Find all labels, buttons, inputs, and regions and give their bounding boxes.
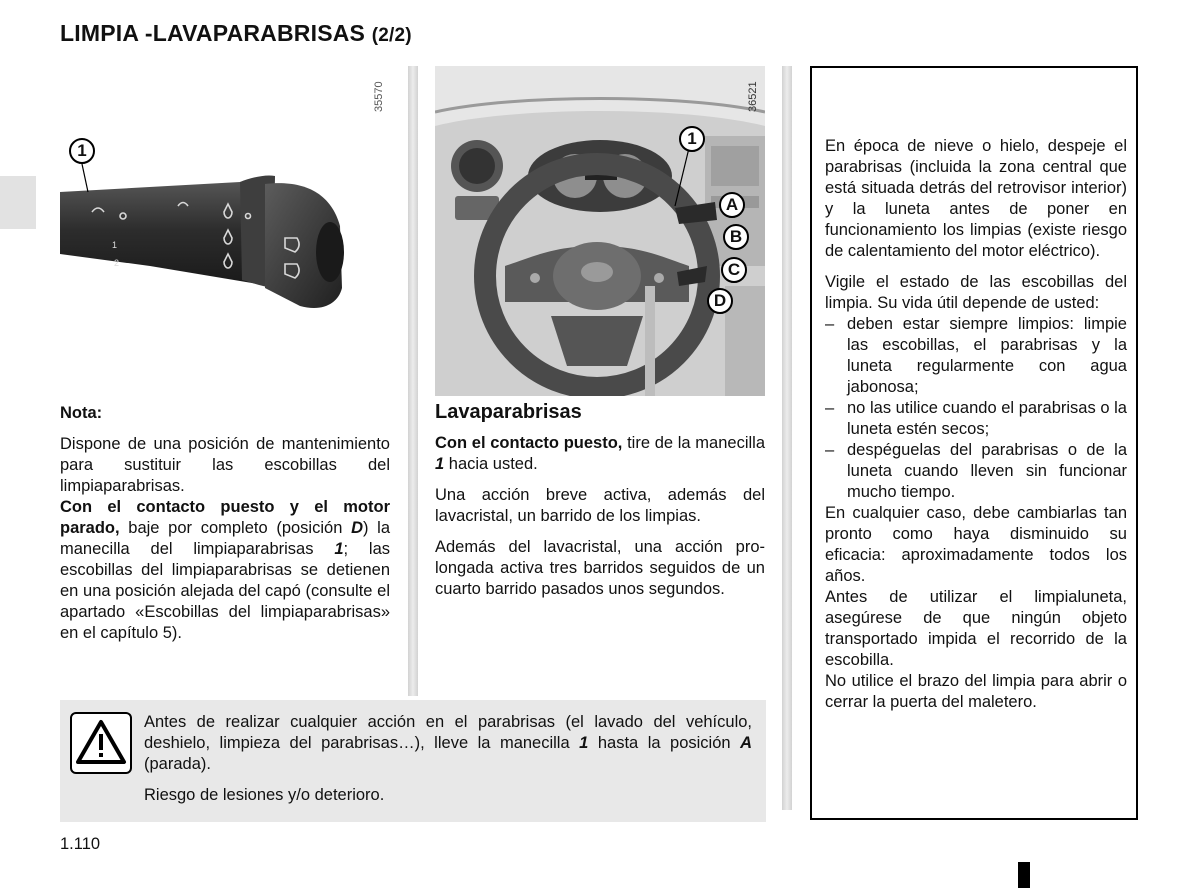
list-item: – no las utilice cuando el parabrisas o la luneta estén secos; <box>825 399 1127 438</box>
page-number: 1.110 <box>60 835 101 853</box>
list-item: – despéguelas del parabrisas o de la luneta cuando lleven sin funcionar mucho tiempo. <box>825 441 1127 501</box>
info-box-content <box>825 136 1127 713</box>
note-heading: Nota: <box>60 404 103 422</box>
info-rear-wiper: Antes de utilizar el limpialuneta, asegúrese de que ningún objeto transportado impida el recorrido de la escobilla. <box>825 588 1127 669</box>
column-divider-left <box>408 66 418 696</box>
callout-d: D <box>707 288 733 314</box>
blade-care-list <box>825 314 1127 503</box>
washer-short-action: Una acción breve activa, además del lavacristal, un barrido de los limpias. <box>435 486 765 525</box>
title-text: LIMPIA -LAVAPARABRISAS <box>60 20 366 46</box>
svg-text:2: 2 <box>114 258 120 268</box>
info-tailgate: No utilice el brazo del limpia para abrir o cerrar la puerta del maletero. <box>825 672 1127 711</box>
list-item: – deben estar siempre limpios: limpie las escobillas, el parabrisas y la luneta regularmente con agua jabonosa; <box>825 315 1127 396</box>
dashboard-illustration <box>435 66 765 396</box>
warning-text <box>144 712 752 806</box>
figure-ref-number: 35570 <box>373 81 385 112</box>
wiper-lever-illustration <box>60 66 390 396</box>
info-snow-ice: En época de nieve o hielo, despeje el parabrisas (incluida la zona central que está situada detrás del retrovisor interior) y la luneta antes de poner en funcionamiento los limpias (existe riesgo de calentamiento del motor eléctrico). <box>825 137 1127 260</box>
middle-column-text <box>435 402 765 600</box>
note-text: Dispone de una posición de mantenimiento para sustituir las escobillas del limpiaparabrisas. <box>60 435 390 495</box>
figure-ref-number-middle: 36521 <box>747 81 759 112</box>
callout-b: B <box>723 224 749 250</box>
info-box <box>810 66 1138 820</box>
page-edge-marker <box>1018 862 1030 888</box>
column-divider-right <box>782 66 792 810</box>
warning-risk: Riesgo de lesiones y/o deterioro. <box>144 786 385 804</box>
callout-c: C <box>721 257 747 283</box>
washer-long-action: Además del lavacristal, una acción prolongada activa tres barridos seguidos de un cuarto barrido pasados unos segundos. <box>435 538 765 598</box>
dashboard-figure <box>435 66 765 396</box>
left-column-text <box>60 403 390 644</box>
section-tab-marker <box>0 176 36 229</box>
section-heading-lavaparabrisas: Lavaparabrisas <box>435 401 582 423</box>
callout-1-left: 1 <box>69 138 95 164</box>
warning-box <box>60 700 766 822</box>
svg-text:1: 1 <box>112 240 118 250</box>
callout-a: A <box>719 192 745 218</box>
page-title <box>60 20 412 47</box>
wiper-lever-figure <box>60 66 390 396</box>
info-blade-condition: Vigile el estado de las escobillas del limpia. Su vida útil depende de usted: <box>825 273 1127 312</box>
washer-instruction: Con el contacto puesto, tire de la manecilla 1 hacia usted. <box>435 434 765 473</box>
title-part: (2/2) <box>371 25 412 46</box>
warning-triangle-icon <box>70 712 132 774</box>
warning-instruction: Antes de realizar cualquier acción en el parabrisas (el lavado del vehículo, deshielo, limpieza del parabrisas…), lleve la manecilla 1 hasta la posición A (parada). <box>144 713 752 773</box>
callout-1-middle: 1 <box>679 126 705 152</box>
note-maintenance-position: Con el contacto puesto y el motor parado, baje por completo (posición D) la manecilla del limpiaparabrisas 1; las escobillas del limpiaparabrisas se detienen en una posición alejada del capó (consulte el apartado «Escobillas del limpiaparabrisas» en el capítulo 5). <box>60 498 391 642</box>
info-replace: En cualquier caso, debe cambiarlas tan pronto como haya disminuido su eficacia: aproximadamente todos los años. <box>825 504 1127 585</box>
